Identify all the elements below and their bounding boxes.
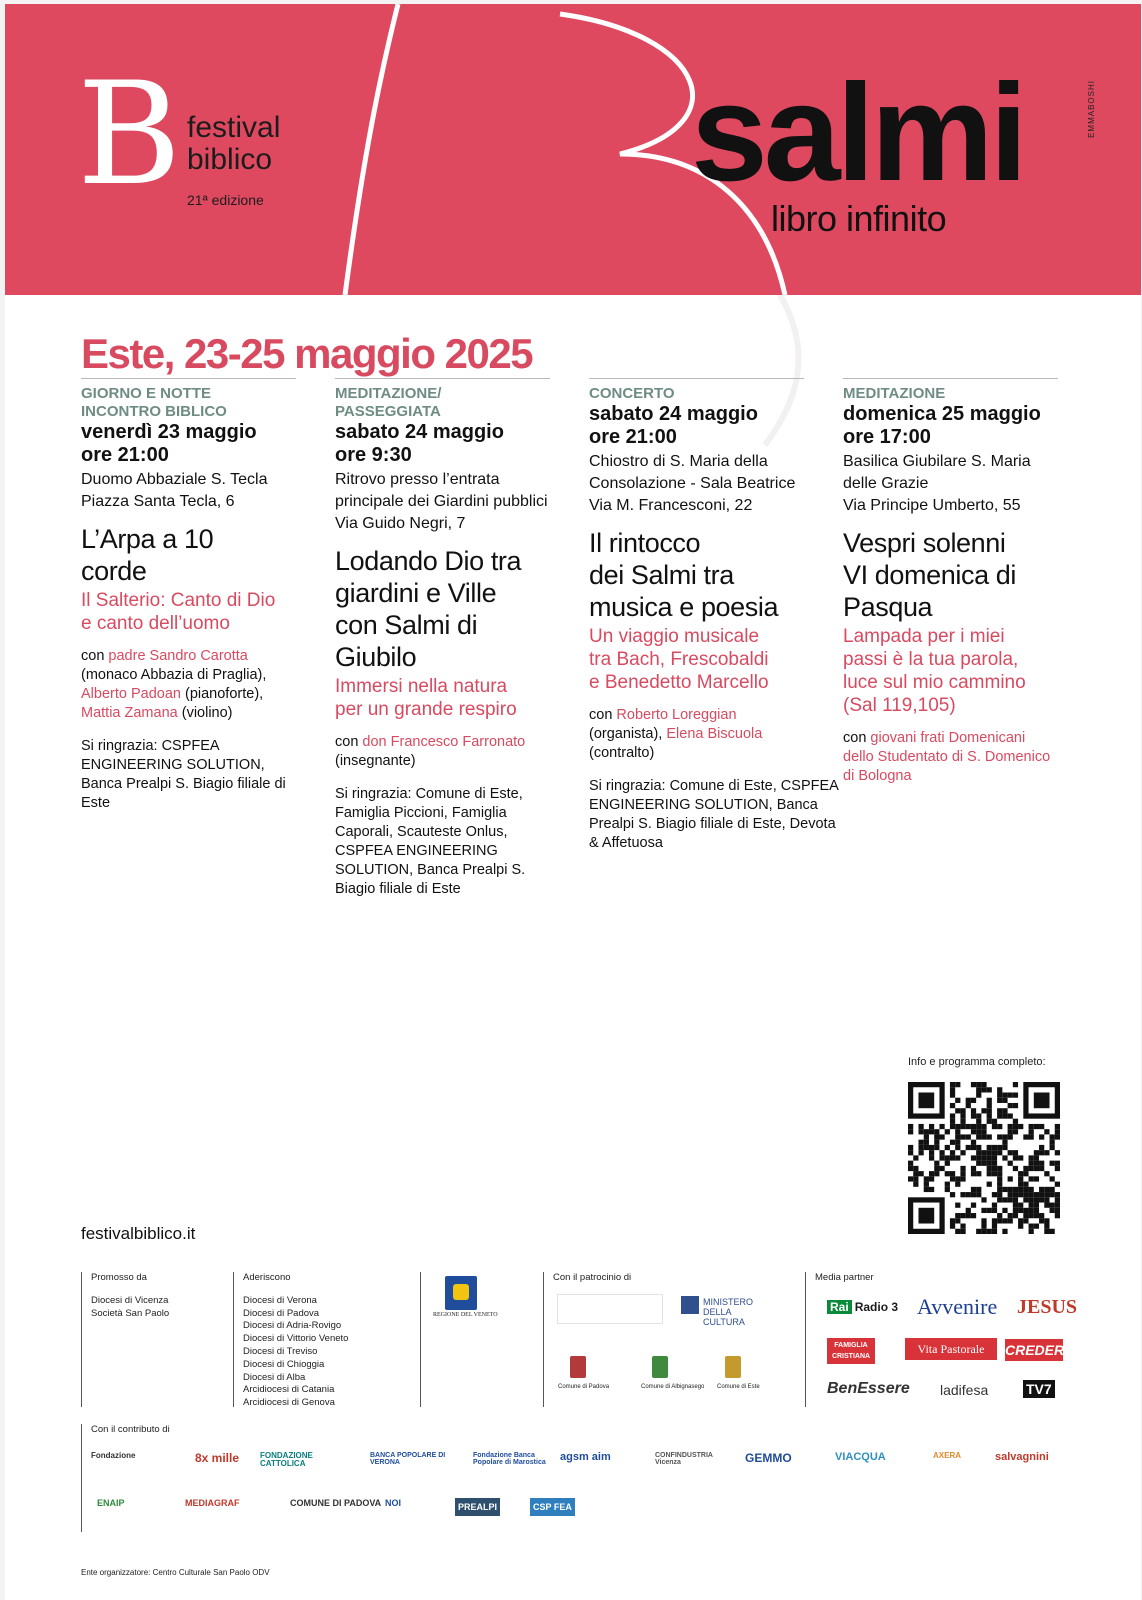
radio3-logo: Rai Radio 3 [827,1300,898,1314]
vita-pastorale-logo: Vita Pastorale [905,1338,997,1360]
participant-name: don Francesco Farronato [362,734,526,750]
event-subtitle: Immersi nella natura per un grande respiro [335,676,517,720]
event-time: ore 9:30 [335,444,412,466]
credere-logo: CREDERE [1005,1339,1063,1361]
diocese-item: Diocesi di Alba [243,1371,306,1383]
event-thanks: Si ringrazia: Comune di Este, CSPFEA ENGINEERING SOLUTION, Banca Prealpi S. Biagio filiale di Este, Devota & Affetuosa [589,778,839,851]
with-prefix: con [81,648,109,664]
event-title: Lodando Dio tra giardini e Ville con Salmi di Giubilo [335,546,522,672]
diocese-item: Diocesi di Padova [243,1307,320,1319]
festival-word: festival [187,111,281,144]
poster [5,4,1141,1600]
contributor-logo: 8x mille [195,1451,240,1465]
event-place: Duomo Abbaziale S. Tecla Piazza Santa Tecla, 6 [81,471,268,510]
event-thanks: Si ringrazia: Comune di Este, Famiglia Piccioni, Famiglia Caporali, Scauteste Onlus, CSPFEA ENGINEERING SOLUTION, Banca Prealpi S. Biagio filiale di Este [335,786,526,897]
event-participants [81,647,296,723]
comune-este-crest [725,1356,741,1378]
event-date: domenica 25 maggio [843,403,1041,425]
diocese-item: Diocesi di Treviso [243,1345,318,1357]
diocese-item: Diocesi di Vittorio Veneto [243,1333,349,1345]
with-prefix: con [589,707,617,723]
event-title: L’Arpa a 10 corde [81,524,214,586]
biblico-word: biblico [187,143,273,176]
diocese-item: Arcidiocesi di Catania [243,1384,335,1396]
event-category: MEDITAZIONE [843,385,946,402]
contributor-logo: NOI [385,1498,402,1508]
organizer-footer: Ente organizzatore: Centro Culturale San Paolo ODV [81,1568,270,1577]
diocese-item: Arcidiocesi di Genova [243,1397,335,1409]
event-time: ore 21:00 [589,426,677,448]
avvenire-logo: Avvenire [917,1294,998,1319]
comune-padova-label: Comune di Padova [558,1384,610,1390]
ministero-label: MINISTERO DELLA CULTURA [703,1297,754,1327]
contributor-logo: BANCA POPOLARE DI VERONA [370,1452,446,1467]
aderiscono-block [243,1272,348,1410]
contributor-logo: Fondazione Banca Popolare di Marostica [473,1452,546,1467]
contributo-block [91,1424,170,1447]
participant-role: (violino) [177,705,233,721]
event-category: GIORNO E NOTTE INCONTRO BIBLICO [81,385,227,420]
comune-albignasego-crest [652,1356,668,1378]
regione-veneto-emblem [445,1276,477,1310]
event-place: Ritrovo presso l’entrata principale dei Giardini pubblici Via Guido Negri, 7 [335,471,548,532]
event-date: sabato 24 maggio [589,403,758,425]
contributor-logo: Fondazione [91,1451,136,1460]
column-rule [81,378,296,379]
ladifesa-logo: ladifesa [940,1382,989,1398]
event-column [335,378,555,899]
event-time: ore 21:00 [81,444,169,466]
event-place: Basilica Giubilare S. Maria delle Grazie Via Principe Umberto, 55 [843,453,1031,514]
event-title: Vespri solenni VI domenica di Pasqua [843,528,1016,622]
patrocinio-label: Con il patrocinio di [553,1272,632,1283]
column-rule [335,378,550,379]
divider [543,1272,544,1407]
divider [420,1272,421,1407]
participant-role: (organista), [589,726,667,742]
promoter: Società San Paolo [91,1307,170,1319]
website-link[interactable]: festivalbiblico.it [81,1224,196,1243]
jesus-logo: JESUS [1017,1296,1078,1318]
contributor-logo: salvagnini [995,1451,1049,1463]
festival-logo-name [187,112,280,176]
aderiscono-label: Aderiscono [243,1272,291,1283]
aderiscono-list [243,1295,348,1410]
diocese-item: Diocesi di Verona [243,1294,317,1306]
contributor-logo: VIACQUA [835,1451,886,1463]
promosso-block [91,1272,169,1320]
event-date: venerdì 23 maggio [81,421,257,443]
promosso-label: Promosso da [91,1272,147,1283]
festival-logo-letter: B [77,52,182,217]
participant-name: Mattia Zamana [81,705,178,721]
participant-role: (contralto) [589,745,655,761]
contributor-logo: AXERA [933,1451,962,1460]
divider [81,1272,82,1407]
contributo-label: Con il contributo di [91,1424,170,1435]
participant-name: Elena Biscuola [666,726,763,742]
info-label: Info e programma completo: [908,1056,1046,1068]
comune-este-label: Comune di Este [717,1384,760,1390]
famiglia-cristiana-logo: FAMIGLIA CRISTIANA [827,1338,875,1364]
comune-padova-crest [570,1356,586,1378]
event-subtitle: Lampada per i miei passi è la tua parola, luce sul mio cammino (Sal 119,105) [843,626,1026,716]
column-rule [843,378,1058,379]
participant-name: giovani frati Domenicani dello Studentato di S. Domenico di Bologna [843,730,1051,784]
divider [81,1424,82,1532]
regione-veneto-label: REGIONE DEL VENETO [433,1312,498,1318]
participant-name: Alberto Padoan [81,686,181,702]
event-date: sabato 24 maggio [335,421,504,443]
event-participants [843,729,1058,786]
divider [233,1272,234,1407]
contributor-logo: GEMMO [745,1451,792,1465]
edition-label: 21ª edizione [187,192,264,208]
event-thanks: Si ringrazia: CSPFEA ENGINEERING SOLUTION, Banca Prealpi S. Biagio filiale di Este [81,738,286,811]
diocese-item: Diocesi di Chioggia [243,1358,325,1370]
contributor-logo: CSP FEA [530,1498,575,1516]
event-subtitle: Un viaggio musicale tra Bach, Frescobaldi e Benedetto Marcello [589,626,769,693]
main-title: salmi [691,56,1024,210]
contributor-logo: COMUNE DI PADOVA [290,1498,382,1508]
event-title: Il rintocco dei Salmi tra musica e poesia [589,528,779,622]
event-category: MEDITAZIONE/ PASSEGGIATA [335,385,442,420]
with-prefix: con [843,730,871,746]
contributor-logo: agsm aim [560,1451,611,1463]
participant-role: (monaco Abbazia di Praglia), [81,667,267,683]
promoter: Diocesi di Vicenza [91,1294,169,1306]
contributor-logo: FONDAZIONE CATTOLICA [260,1451,313,1469]
with-prefix: con [335,734,363,750]
event-time: ore 17:00 [843,426,931,448]
participant-name: Roberto Loreggian [616,707,737,723]
contributor-logo: PREALPI [455,1498,500,1516]
participant-role: (insegnante) [335,753,416,769]
designer-credit: EMMABOSHI [1087,80,1096,138]
benessere-logo: BenEssere [827,1380,910,1397]
event-category: CONCERTO [589,385,675,402]
event-place: Chiostro di S. Maria della Consolazione - Sala Beatrice Via M. Francesconi, 22 [589,453,796,514]
ministero-emblem [681,1296,699,1314]
participant-role: (pianoforte), [180,686,264,702]
diocese-item: Diocesi di Adria-Rovigo [243,1320,342,1332]
event-participants [335,733,550,771]
participant-name: padre Sandro Carotta [108,648,248,664]
divider [805,1272,806,1407]
patrocinio-block [553,1272,631,1295]
header-band [5,4,1141,295]
event-column [843,378,1063,786]
event-column [81,378,301,813]
event-subtitle: Il Salterio: Canto di Dio e canto dell’uomo [81,590,276,634]
contributor-logo: MEDIAGRAF [185,1498,240,1508]
comune-albignasego-label: Comune di Albignasego [641,1384,705,1390]
event-participants [589,706,804,763]
radio3-label: Radio 3 [854,1300,899,1314]
media-block [815,1272,874,1295]
contributor-logo: CONFINDUSTRIA Vicenza [655,1452,713,1467]
patron-logo-faded [557,1294,663,1324]
column-rule [589,378,804,379]
tv7-logo: TV7 [1023,1380,1055,1398]
event-column [589,378,844,853]
event-dates-title: Este, 23-25 maggio 2025 [81,330,533,377]
media-label: Media partner [815,1272,874,1283]
contributor-logo: ENAIP [97,1498,125,1508]
qr-code[interactable] [908,1082,1060,1234]
main-subtitle: libro infinito [771,198,947,239]
